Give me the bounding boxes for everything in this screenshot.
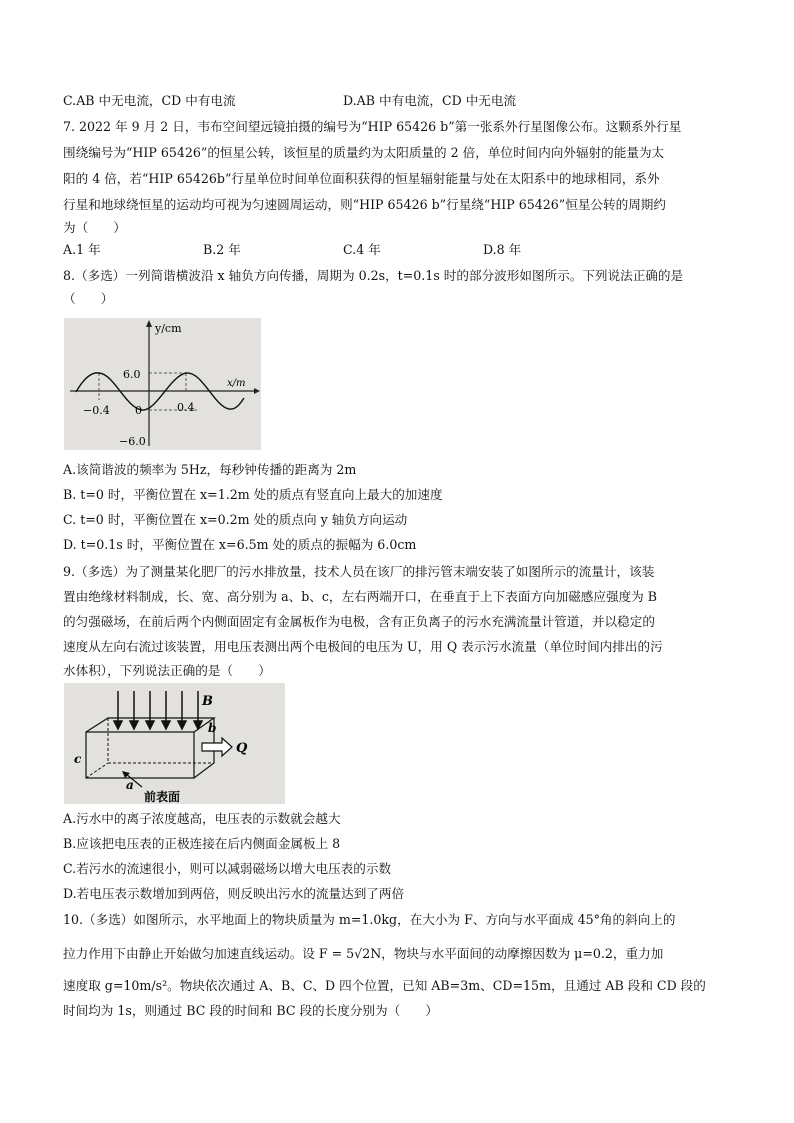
q7-stem-line-3: 阳的 4 倍，若“HIP 65426b”行星单位时间单位面积获得的恒星辐射能量与处在太阳系中的地球相同，系外	[63, 171, 660, 186]
q9-stem-line-4: 速度从左向右流过该装置，用电压表测出两个电极间的电压为 U，用 Q 表示污水流量（单位时间内排出的污	[63, 639, 663, 654]
x-neg-label: −0.4	[83, 404, 110, 417]
q8-stem-line-2: （ ）	[63, 291, 114, 306]
flowmeter-figure	[64, 683, 285, 804]
width-b-label: b	[208, 721, 217, 735]
q9-option-d: D.若电压表示数增加到两倍，则反映出污水的流量达到了两倍	[63, 886, 405, 901]
q7-stem-line-1: 7. 2022 年 9 月 2 日，韦布空间望远镜拍摄的编号为“HIP 65426 b”第一张系外行星图像公布。这颗系外行星	[63, 119, 682, 134]
q8-option-a: A.该简谐波的频率为 5Hz，每秒钟传播的距离为 2m	[63, 462, 357, 477]
q10-stem-line-1: 10.（多选）如图所示，水平地面上的物块质量为 m=1.0kg，在大小为 F、方向与水平面成 45°角的斜向上的	[63, 912, 676, 927]
q9-stem-line-5: 水体积），下列说法正确的是（ ）	[63, 663, 271, 678]
q10-stem-line-4: 时间均为 1s，则通过 BC 段的时间和 BC 段的长度分别为（ ）	[63, 1003, 438, 1018]
origin-label: 0	[135, 404, 142, 417]
q8-option-c: C. t=0 时，平衡位置在 x=0.2m 处的质点向 y 轴负方向运动	[63, 512, 408, 527]
q8-stem-line-1: 8.（多选）一列简谐横波沿 x 轴负方向传播，周期为 0.2s，t=0.1s 时的部分波形如图所示。下列说法正确的是	[63, 268, 684, 283]
y-axis-label: y/cm	[155, 322, 182, 335]
q9-option-c: C.若污水的流速很小，则可以减弱磁场以增大电压表的示数	[63, 861, 392, 876]
q8-option-d: D. t=0.1s 时，平衡位置在 x=6.5m 处的质点的振幅为 6.0cm	[63, 537, 417, 552]
y-max-label: 6.0	[123, 368, 141, 381]
y-min-label: −6.0	[119, 435, 146, 448]
x-axis-label: x/m	[227, 378, 246, 389]
length-a-label: a	[126, 778, 134, 792]
q7-stem-line-5: 为（ ）	[63, 220, 126, 235]
q7-option-a: A.1 年	[63, 242, 101, 257]
flow-q-label: Q	[236, 741, 248, 756]
q9-stem-line-3: 的匀强磁场，在前后两个内侧面固定有金属板作为电极，含有正负离子的污水充满流量计管道，并以稳定的	[63, 614, 655, 629]
q10-stem-line-3: 速度取 g=10m/s²。物块依次通过 A、B、C、D 四个位置，已知 AB=3m、CD=15m，且通过 AB 段和 CD 段的	[63, 978, 706, 993]
q7-stem-line-2: 围绕编号为“HIP 65426”的恒星公转，该恒星的质量约为太阳质量的 2 倍，单位时间内向外辐射的能量为太	[63, 145, 665, 160]
q9-option-b: B.应该把电压表的正极连接在后内侧面金属板上 8	[63, 836, 341, 851]
front-surface-label: 前表面	[144, 790, 181, 804]
q7-option-c: C.4 年	[343, 242, 381, 257]
x-pos-label: 0.4	[177, 401, 195, 414]
q9-stem-line-2: 置由绝缘材料制成，长、宽、高分别为 a、b、c，左右两端开口，在垂直于上下表面方向加磁感应强度为 B	[63, 589, 658, 604]
q9-option-a: A.污水中的离子浓度越高，电压表的示数就会越大	[63, 811, 341, 826]
q6-option-d: D.AB 中有电流，CD 中无电流	[343, 93, 517, 108]
q7-option-d: D.8 年	[483, 242, 522, 257]
wave-graph-figure	[64, 318, 261, 450]
q6-option-c: C.AB 中无电流，CD 中有电流	[63, 93, 236, 108]
q8-option-b: B. t=0 时，平衡位置在 x=1.2m 处的质点有竖直向上最大的加速度	[63, 487, 443, 502]
q7-option-b: B.2 年	[203, 242, 241, 257]
q7-stem-line-4: 行星和地球绕恒星的运动均可视为匀速圆周运动，则“HIP 65426 b”行星绕“HIP 65426”恒星公转的周期约	[63, 197, 666, 212]
q10-stem-line-2: 拉力作用下由静止开始做匀加速直线运动。设 F = 5√2N，物块与水平面间的动摩擦因数为 μ=0.2，重力加	[63, 946, 664, 961]
b-field-label: B	[202, 694, 213, 709]
height-c-label: c	[74, 752, 82, 766]
q9-stem-line-1: 9.（多选）为了测量某化肥厂的污水排放量，技术人员在该厂的排污管末端安装了如图所示的流量计，该装	[63, 564, 655, 579]
